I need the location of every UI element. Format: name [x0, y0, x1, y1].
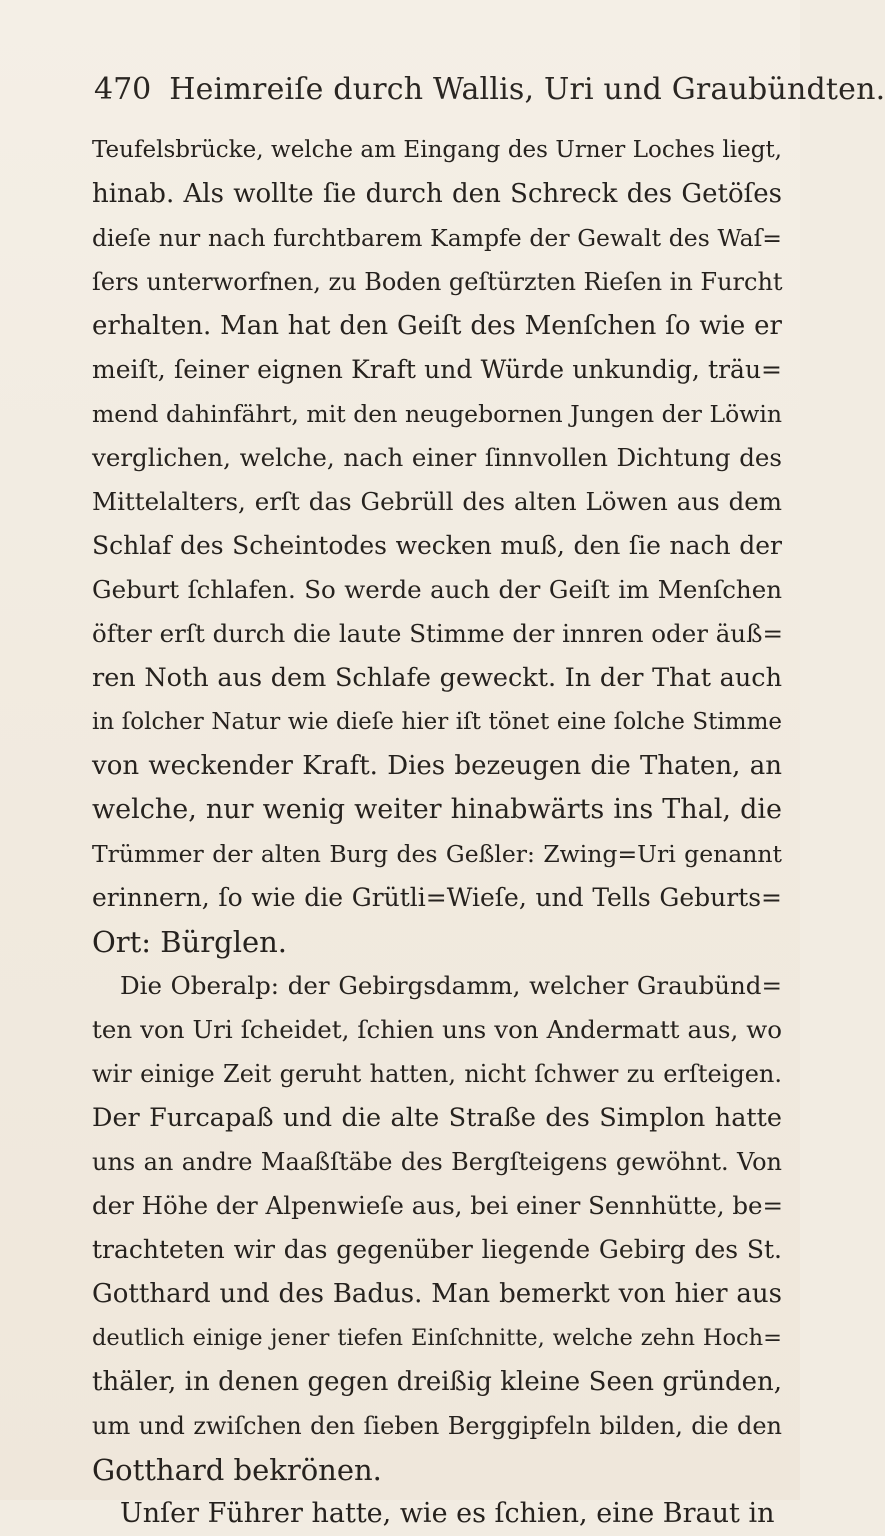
text-line: welche, nur wenig weiter hinabwärts ins Thal, die — [92, 794, 782, 825]
text-line: Geburt ſchlafen. So werde auch der Geiſt im Menſchen — [92, 575, 782, 604]
text-line: um und zwiſchen den ſieben Berggipfeln bilden, die den — [92, 1412, 782, 1440]
text-line: ſers unterworfnen, zu Boden geſtürzten Rieſen in Furcht — [92, 268, 783, 296]
text-line: Schlaf des Scheintodes wecken muß, den ſie nach der — [92, 531, 782, 560]
running-title: Heimreiſe durch Wallis, Uri und Graubündten. — [169, 72, 885, 107]
text-line: erhalten. Man hat den Geiſt des Menſchen ſo wie er — [92, 311, 782, 341]
text-line: Der Furcapaß und die alte Straße des Simplon hatte — [92, 1103, 782, 1133]
page-header — [94, 72, 885, 132]
text-line: Die Oberalp: der Gebirgsdamm, welcher Graubünd= — [120, 971, 782, 1000]
text-line: Ort: Bürglen. — [92, 925, 288, 959]
text-line: erinnern, ſo wie die Grütli=Wieſe, und Tells Geburts= — [92, 883, 782, 912]
text-line: Teufelsbrücke, welche am Eingang des Urner Loches liegt, — [92, 137, 782, 163]
body-text — [92, 128, 782, 1536]
text-line: dieſe nur nach furchtbarem Kampfe der Gewalt des Waſ= — [92, 224, 782, 252]
text-line: trachteten wir das gegenüber liegende Gebirg des St. — [92, 1235, 782, 1264]
text-line: ren Noth aus dem Schlafe geweckt. In der That auch — [92, 663, 782, 693]
text-line: thäler, in denen gegen dreißig kleine Seen gründen, — [92, 1367, 782, 1397]
text-line: von weckender Kraft. Dies bezeugen die Thaten, an — [92, 751, 782, 781]
text-line: hinab. Als wollte ſie durch den Schreck des Getöſes — [92, 179, 782, 209]
text-line: meiſt, ſeiner eignen Kraft und Würde unkundig, träu= — [92, 355, 782, 384]
text-line: wir einige Zeit geruht hatten, nicht ſchwer zu erſteigen. — [92, 1060, 782, 1088]
text-line: uns an andre Maaßſtäbe des Bergſteigens gewöhnt. Von — [92, 1148, 782, 1176]
page-number: 470 — [94, 72, 152, 107]
text-line: Gotthard und des Badus. Man bemerkt von hier aus — [92, 1279, 782, 1309]
text-line: öfter erſt durch die laute Stimme der innren oder äuß= — [92, 619, 783, 648]
text-line: verglichen, welche, nach einer ſinnvollen Dichtung des — [92, 443, 782, 472]
text-line: in ſolcher Natur wie dieſe hier iſt tönet eine ſolche Stimme — [92, 709, 782, 735]
text-line: der Höhe der Alpenwieſe aus, bei einer Sennhütte, be= — [92, 1191, 784, 1220]
text-line: deutlich einige jener tiefen Einſchnitte, welche zehn Hoch= — [92, 1325, 782, 1351]
text-line: Mittelalters, erſt das Gebrüll des alten Löwen aus dem — [92, 487, 782, 516]
text-line: Gotthard bekrönen. — [92, 1453, 382, 1487]
text-line: mend dahinfährt, mit den neugebornen Jungen der Löwin — [92, 400, 782, 428]
text-line: Unſer Führer hatte, wie es ſchien, eine Braut in — [120, 1498, 775, 1529]
text-line: Trümmer der alten Burg des Geßler: Zwing=Uri genannt — [92, 840, 782, 868]
text-line: ten von Uri ſcheidet, ſchien uns von Andermatt aus, wo — [92, 1015, 782, 1044]
